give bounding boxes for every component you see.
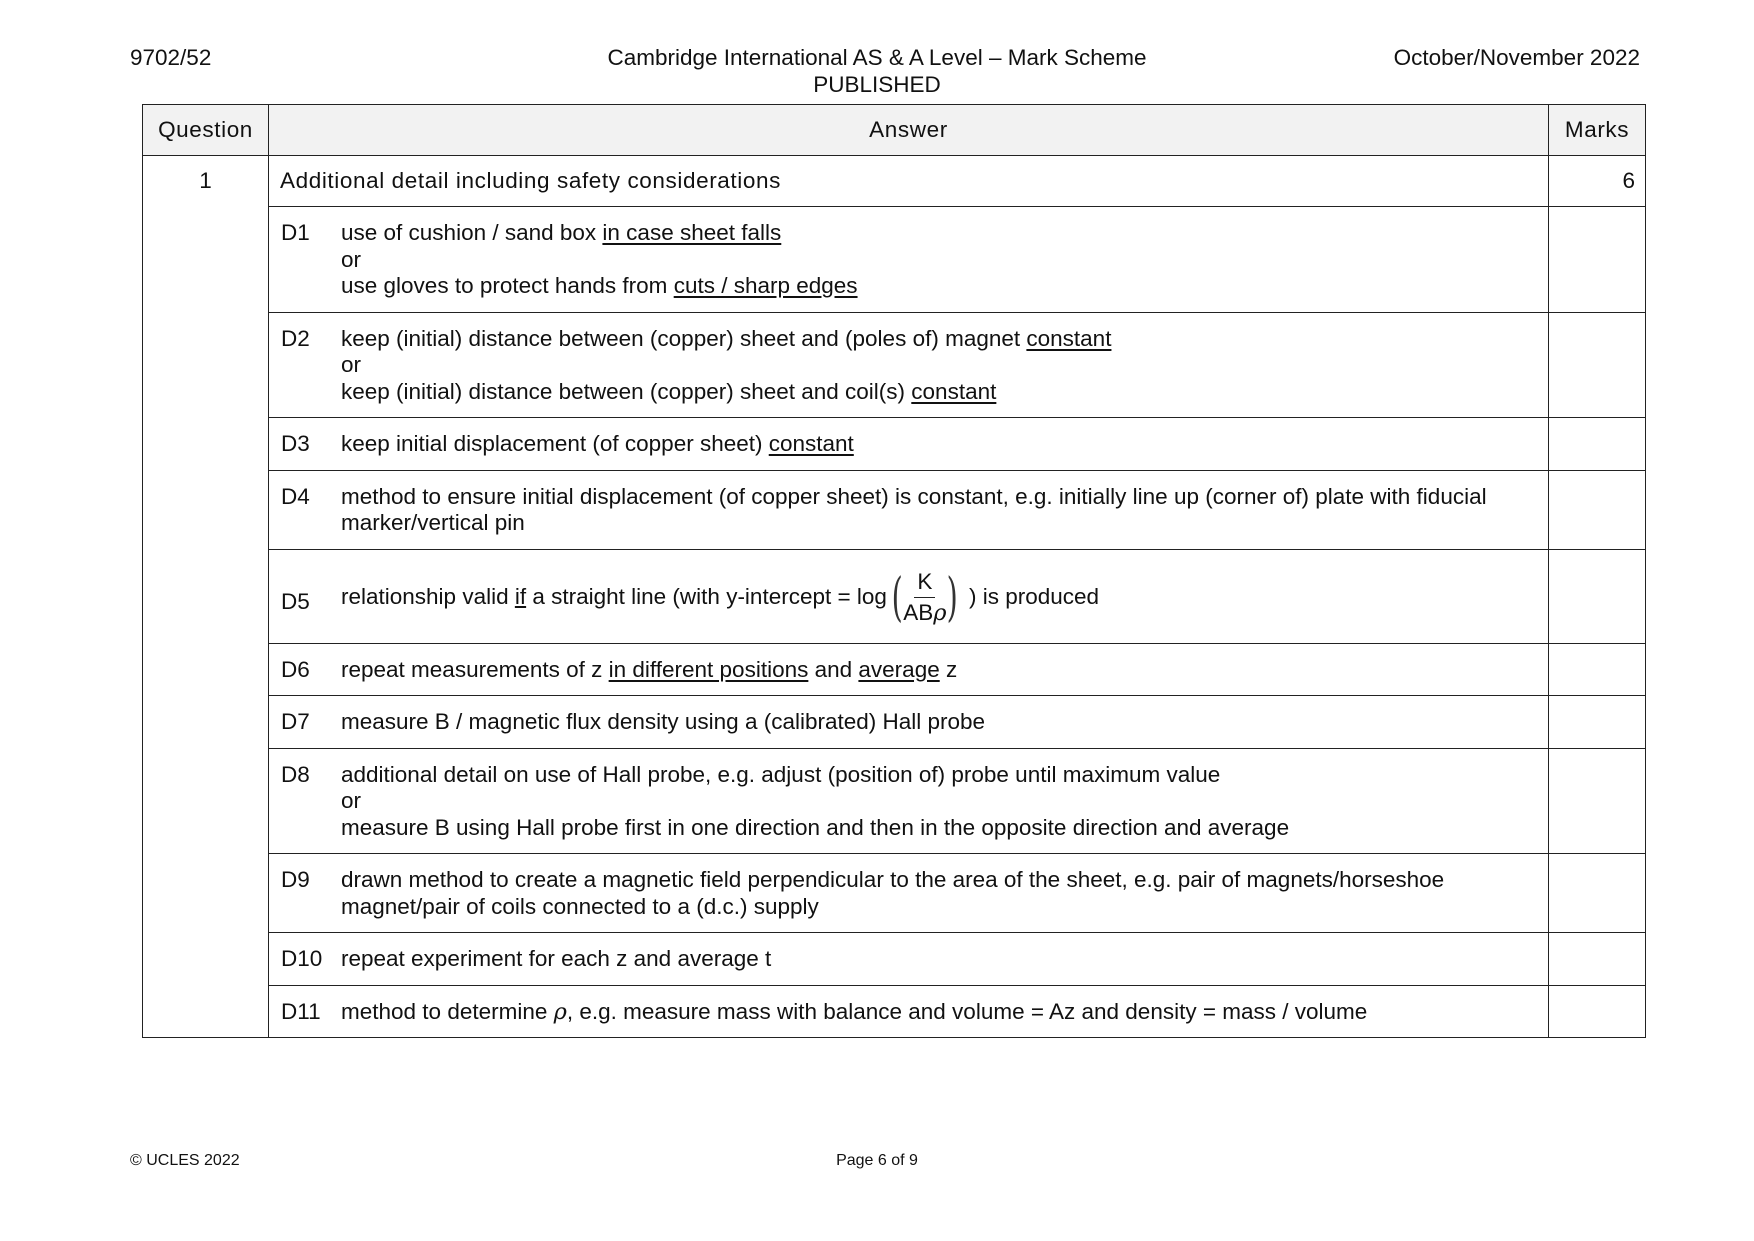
text-segment: method to determine — [341, 998, 554, 1024]
point-text: method to ensure initial displacement (of copper sheet) is constant, e.g. initially line up (corner of) plate with fiducial marker/vertical pin — [341, 483, 1487, 535]
answer-cell — [269, 696, 1549, 749]
text-segment: ) is produced — [962, 583, 1100, 609]
fraction-denominator — [903, 598, 946, 626]
intro-text: Additional detail including safety considerations — [269, 156, 1549, 207]
point-text — [341, 568, 1536, 628]
answer-header: Answer — [269, 105, 1549, 156]
point-code: D6 — [281, 656, 310, 682]
title-line-2: PUBLISHED — [813, 72, 941, 97]
text-segment: relationship valid — [341, 583, 515, 609]
page-number: Page 6 of 9 — [836, 1152, 918, 1169]
answer-cell — [269, 470, 1549, 549]
or-text: or — [341, 352, 362, 377]
point-text — [341, 657, 1536, 684]
table-row — [143, 470, 1646, 549]
marks-cell — [1549, 643, 1646, 696]
point-text: measure B / magnetic flux density using a (calibrated) Hall probe — [341, 709, 986, 734]
total-marks: 6 — [1549, 156, 1646, 207]
point-code: D1 — [281, 220, 310, 245]
marks-header: Marks — [1549, 105, 1646, 156]
point-code: D10 — [281, 946, 323, 971]
answer-cell — [269, 748, 1549, 854]
point-text — [341, 326, 1536, 406]
text-segment: and — [808, 656, 859, 682]
table-row — [143, 418, 1646, 471]
marks-cell — [1549, 696, 1646, 749]
table-row — [143, 207, 1646, 313]
marks-cell — [1549, 985, 1646, 1038]
fraction — [903, 569, 946, 626]
answer-cell — [269, 643, 1549, 696]
or-text: or — [341, 246, 362, 272]
answer-cell — [269, 312, 1549, 418]
point-code: D5 — [281, 588, 310, 614]
point-text — [341, 431, 1536, 458]
point-text — [341, 220, 1536, 300]
underlined-text: constant — [768, 431, 854, 456]
exam-session: October/November 2022 — [1393, 45, 1640, 70]
point-code: D7 — [281, 709, 310, 734]
title-line-1: Cambridge International AS & A Level – Mark Scheme — [607, 45, 1147, 70]
marks-cell — [1549, 207, 1646, 313]
log-fraction — [887, 568, 963, 628]
text-segment: z — [939, 656, 958, 682]
marks-cell — [1549, 549, 1646, 643]
text-segment: keep (initial) distance between (copper) sheet and coil(s) — [341, 378, 912, 404]
text-segment: additional detail on use of Hall probe, e.g. adjust (position of) probe until maximum value — [341, 761, 1221, 787]
question-number: 1 — [143, 156, 269, 1038]
table-row — [143, 985, 1646, 1038]
text-segment: repeat measurements of z — [341, 656, 609, 682]
underlined-text: in case sheet falls — [602, 220, 782, 245]
rho-symbol: ρ — [553, 998, 567, 1025]
point-text: drawn method to create a magnetic field perpendicular to the area of the sheet, e.g. pair of magnets/horseshoe magnet/pair of coils connected to a (d.c.) supply — [341, 867, 1445, 919]
marks-cell — [1549, 854, 1646, 933]
marks-cell — [1549, 470, 1646, 549]
table-row — [143, 854, 1646, 933]
point-code: D4 — [281, 483, 310, 509]
point-text — [341, 999, 1536, 1026]
answer-cell — [269, 985, 1549, 1038]
denominator-text: AB — [903, 600, 934, 625]
point-text: repeat experiment for each z and average t — [341, 946, 772, 971]
point-code: D2 — [281, 325, 310, 351]
table-row — [143, 748, 1646, 854]
point-text — [341, 762, 1536, 842]
underlined-text: average — [858, 656, 940, 682]
text-segment: a straight line (with y-intercept = log — [526, 583, 887, 609]
mark-scheme-table — [142, 104, 1646, 1038]
copyright: © UCLES 2022 — [130, 1152, 240, 1169]
underlined-text: cuts / sharp edges — [673, 273, 858, 298]
table-row — [143, 156, 1646, 207]
table-row — [143, 312, 1646, 418]
text-segment: measure B using Hall probe first in one direction and then in the opposite direction and average — [341, 814, 1290, 840]
marks-cell — [1549, 933, 1646, 986]
table-row — [143, 643, 1646, 696]
point-code: D11 — [281, 998, 321, 1024]
text-segment: , e.g. measure mass with balance and volume = Az and density = mass / volume — [566, 998, 1368, 1024]
underlined-text: if — [514, 583, 527, 609]
point-code: D3 — [281, 431, 310, 456]
point-code: D9 — [281, 867, 310, 892]
text-segment: keep initial displacement (of copper sheet) — [341, 431, 769, 456]
answer-cell — [269, 418, 1549, 471]
paper-code: 9702/52 — [130, 45, 212, 70]
fraction-numerator: K — [914, 569, 935, 598]
point-code: D8 — [281, 761, 310, 787]
underlined-text: constant — [1026, 325, 1112, 351]
table-row — [143, 696, 1646, 749]
left-paren: ( — [891, 567, 903, 628]
answer-cell — [269, 549, 1549, 643]
underlined-text: in different positions — [608, 656, 809, 682]
marks-cell — [1549, 748, 1646, 854]
question-header: Question — [143, 105, 269, 156]
rho-symbol: ρ — [933, 600, 947, 626]
text-segment: use of cushion / sand box — [341, 220, 603, 245]
text-segment: keep (initial) distance between (copper) sheet and (poles of) magnet — [341, 325, 1027, 351]
text-segment: use gloves to protect hands from — [341, 273, 674, 298]
table-row — [143, 549, 1646, 643]
marks-cell — [1549, 312, 1646, 418]
table-header-row — [143, 105, 1646, 156]
marks-cell — [1549, 418, 1646, 471]
or-text: or — [341, 788, 362, 813]
right-paren: ) — [947, 567, 959, 628]
answer-cell — [269, 207, 1549, 313]
underlined-text: constant — [911, 378, 997, 404]
answer-cell — [269, 933, 1549, 986]
answer-cell — [269, 854, 1549, 933]
table-row — [143, 933, 1646, 986]
